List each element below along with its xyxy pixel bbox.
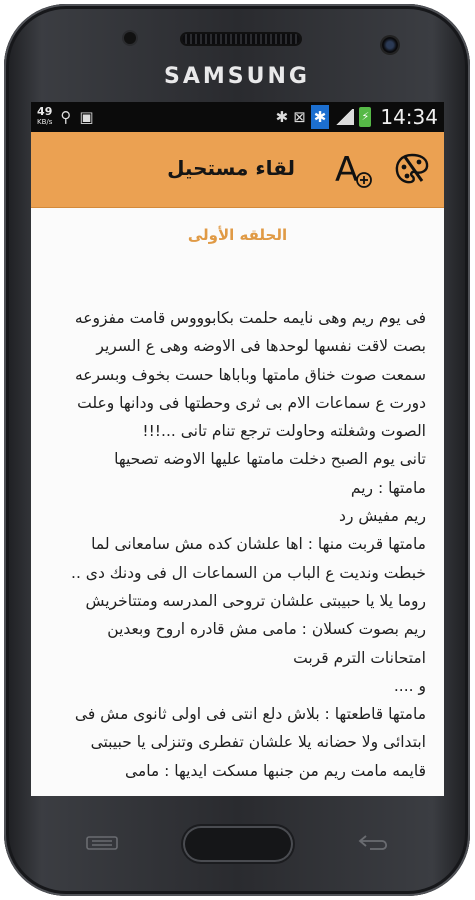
story-text [45,304,426,785]
story-content[interactable] [31,208,444,796]
svg-text:A: A [335,150,359,190]
font-size-icon [333,148,375,190]
brand-logo: SAMSUNG [164,64,310,89]
text-line: خبطت ونديت ع الباب من السماعات ال فى ودنك دى .. [71,563,426,582]
text-line: سمعت صوت خناق مامتها وباباها حست بخوف وبسرعه [75,365,426,384]
text-line: الصوت وشغلته وحاولت ترجع تنام تانى ...!!! [142,422,426,441]
battery-icon: ⚡ [359,107,371,127]
usb-icon: ⚲ [60,108,72,126]
earpiece-speaker [182,34,300,44]
proximity-sensor [124,32,136,44]
bluetooth-icon: ✱ [275,108,289,126]
text-line: ريم بصوت كسلان : مامى مش قادره اروح وبعدين [107,620,426,639]
text-line: ابتدائى ولا حضانه يلا علشان تفطرى وتنزلى يا حبيبتى [90,733,426,752]
network-speed-value: 49 [37,105,53,118]
home-button[interactable] [183,826,293,862]
font-size-button[interactable] [331,146,377,192]
text-line: روما يلا يا حبيبتى علشان تروحى المدرسه ومتتاخريش [85,591,426,610]
text-line: دورت ع سماعات الام بى ثرى وحطتها فى ودانها وعلت [77,393,426,412]
palette-icon [392,149,432,189]
text-line: امتحانات الترم قربت [293,648,426,667]
text-line: مامتها قربت منها : اها علشان كده مش سامعانى لما [91,535,426,554]
text-line: و .... [393,676,426,695]
text-line: ريم مفيش رد [339,507,426,526]
screen [31,102,444,796]
status-bar [31,102,444,132]
text-line: بصت لاقت نفسها لوحدها فى الاوضه وهى ع السرير [96,337,426,356]
vibrate-mute-icon: ⊠ [293,108,306,126]
image-icon: ▣ [79,108,94,126]
text-line: تانى يوم الصبح دخلت مامتها عليها الاوضه تصحيها [114,450,426,469]
text-line: فى يوم ريم وهى نايمه حلمت بكابوووس قامت مفزوعه [74,309,426,327]
clock: 14:34 [380,105,438,129]
status-left [37,104,94,130]
chapter-title: الحلقه الأولى [187,226,288,244]
menu-key-icon[interactable] [86,836,118,850]
back-key-icon[interactable] [356,832,392,852]
front-camera [382,37,398,53]
app-bar [31,132,444,208]
text-line: مامتها : ريم [350,478,426,497]
network-speed-unit: KB/s [37,118,53,126]
page-title: لقاء مستحيل [167,156,295,180]
text-line: مامتها قاطعتها : بلاش دلع انتى فى اولى ثانوى مش فى [74,705,426,724]
status-right [276,104,438,130]
text-line: قايمه مامت ريم من جنبها مسكت ايديها : مامى [124,761,426,780]
bluetooth-active-icon: ✱ [311,105,330,129]
signal-icon [334,109,354,125]
network-speed [37,107,52,127]
theme-palette-button[interactable] [389,146,435,192]
